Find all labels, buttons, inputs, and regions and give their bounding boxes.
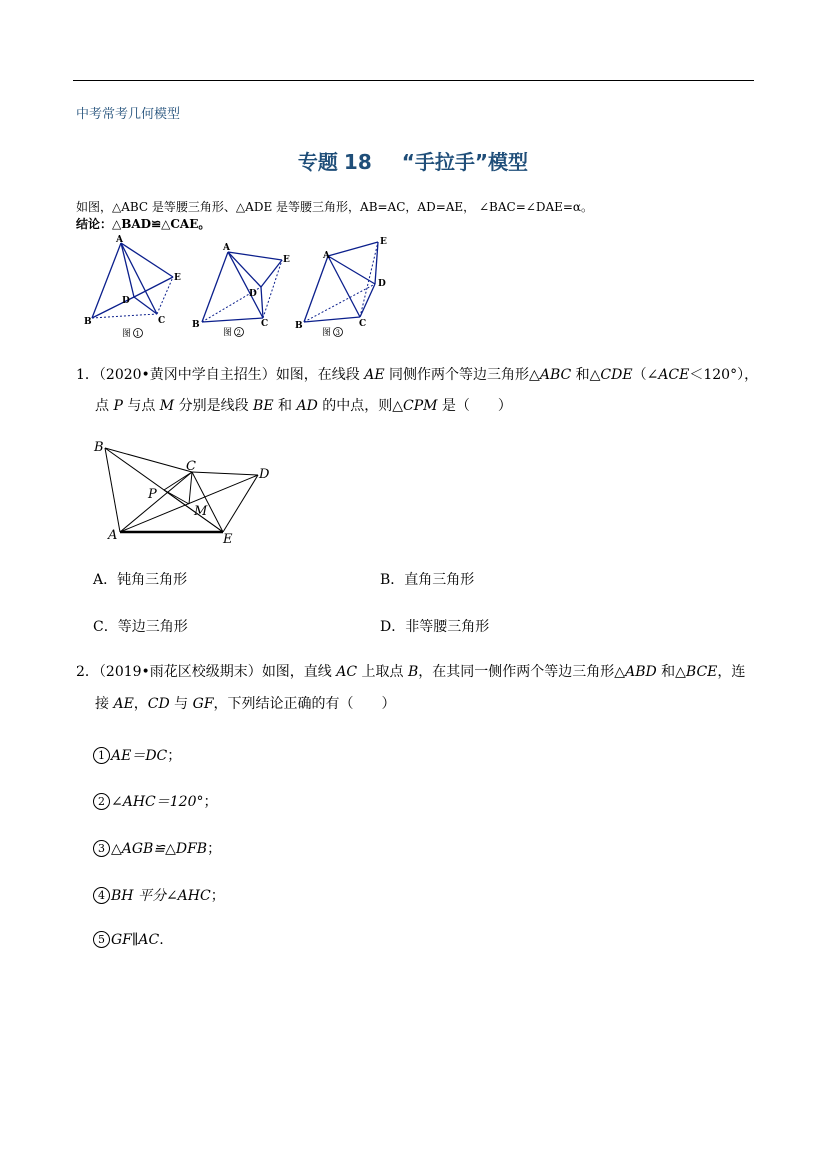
fig2-edge-ae (228, 252, 282, 260)
option-text: 钝角三角形 (117, 572, 188, 588)
q1fig-label-c: C (186, 459, 196, 474)
item-tail: ； (207, 841, 222, 857)
q1fig-label-p: P (148, 487, 157, 502)
fig2-edge-ac (228, 252, 263, 318)
title-name: “手拉手”模型 (401, 150, 529, 174)
q2-item-3 (93, 838, 221, 858)
q2-text: 与 (169, 696, 193, 712)
q2-var: BCE (685, 664, 718, 680)
option-text: 直角三角形 (404, 572, 475, 588)
q1fig-edge-cd (192, 472, 258, 475)
fig2-label-e: E (283, 255, 290, 265)
fig2-edge-de (261, 260, 282, 287)
fig3-caption: 图 (322, 328, 332, 338)
fig2-caption-num: 2 (236, 329, 241, 337)
fig1-edge-cd (134, 297, 157, 314)
option-key: D． (380, 619, 406, 635)
fig1-caption-num: 1 (135, 330, 140, 338)
q1fig-edge-bc (105, 448, 192, 472)
q2-item-2 (93, 791, 217, 811)
q1-text: 分别是线段 (174, 398, 254, 414)
fig1-edge-ae (121, 243, 173, 277)
item-expr: AE＝DC (111, 748, 168, 764)
fig3-caption-num: 3 (335, 329, 340, 337)
q1-source: （2020•黄冈中学自主招生） (98, 367, 276, 383)
fig1-edge-ce (157, 277, 173, 314)
item-tail: . (159, 932, 164, 948)
q2-var: CD (147, 696, 170, 712)
item-expr: GF∥AC (111, 932, 160, 948)
q1fig-label-d: D (259, 467, 270, 482)
circled-number: 4 (93, 887, 110, 904)
fig2-edge-cd (261, 287, 263, 318)
fig1-label-a: A (116, 235, 123, 245)
q2-number: 2． (76, 664, 99, 680)
q1fig-label-m: M (194, 504, 208, 519)
q1fig-edge-de (223, 475, 258, 532)
fig1-label-b: B (84, 317, 92, 327)
fig1-edge-bc (92, 314, 157, 318)
q1fig-label-b: B (94, 440, 104, 455)
page-title (0, 146, 826, 175)
q2-item-1 (93, 745, 181, 765)
question-2-line-1 (76, 657, 745, 687)
item-expr: BH 平分∠AHC (111, 888, 211, 904)
q1fig-edge-cp (164, 472, 192, 490)
fig1-label-c: C (158, 316, 166, 326)
q1fig-edge-ba (105, 448, 120, 532)
fig3-label-e: E (380, 237, 387, 247)
q1-text: 是（ ） (437, 398, 512, 414)
fig2-caption: 图 (223, 328, 233, 338)
q1-text: ＜120°）， (689, 367, 759, 383)
item-tail: ； (210, 888, 225, 904)
figure-3 (292, 232, 396, 342)
q2-var: GF (192, 696, 214, 712)
fig3-label-b: B (295, 321, 303, 331)
q1-option-d (380, 616, 489, 636)
q1-text: 如图，在线段 (275, 367, 365, 383)
q1fig-edge-cm (189, 472, 192, 504)
q2-var: AE (113, 696, 134, 712)
fig3-edge-ae (328, 242, 378, 256)
q2-text: 和△ (656, 664, 686, 680)
q1-option-c (93, 616, 188, 636)
fig3-edge-cd (360, 284, 375, 317)
q1-text: 与点 (122, 398, 160, 414)
circled-number: 1 (93, 747, 110, 764)
q2-source: （2019•雨花区校级期末） (98, 664, 262, 680)
option-text: 非等腰三角形 (405, 619, 490, 635)
q1-var: CDE (600, 367, 633, 383)
option-key: B． (380, 572, 405, 588)
header-rule (73, 80, 754, 81)
question-1-figure (90, 436, 280, 548)
fig2-edge-bc (202, 318, 263, 322)
q1-text: 的中点，则△ (317, 398, 404, 414)
fig1-edge-ab (92, 243, 121, 318)
q1fig-edge-ce (192, 472, 223, 532)
q2-text: ， (133, 696, 148, 712)
q1-option-b (380, 569, 474, 589)
question-1-line-2 (95, 391, 512, 421)
item-expr: ∠AHC＝120° (111, 794, 204, 810)
q2-text: 接 (95, 696, 114, 712)
title-number: 18 (343, 150, 372, 174)
q1-text: （∠ (632, 367, 659, 383)
fig1-edge-ad (121, 243, 134, 297)
question-2-line-2 (95, 689, 396, 719)
question-1-line-1 (76, 360, 758, 390)
q1-var: AE (364, 367, 385, 383)
item-tail: ； (203, 794, 218, 810)
q2-text: 上取点 (357, 664, 408, 680)
item-tail: ； (167, 748, 182, 764)
q1-var: M (159, 398, 175, 414)
intro-conclusion: 结论：△BAD≌△CAE。 (76, 217, 211, 231)
q2-var: ABD (625, 664, 657, 680)
q1-text: 和△ (571, 367, 601, 383)
q1fig-label-e: E (223, 532, 233, 547)
q2-text: ，下列结论正确的有（ ） (213, 696, 396, 712)
q2-var: B (408, 664, 419, 680)
fig3-edge-bd (304, 284, 375, 322)
q1-number: 1． (76, 367, 99, 383)
circled-number: 3 (93, 840, 110, 857)
q2-text: ，在其同一侧作两个等边三角形△ (418, 664, 626, 680)
q1fig-label-a: A (108, 528, 118, 543)
q1-text: 同侧作两个等边三角形△ (384, 367, 540, 383)
fig3-edge-ab (304, 256, 328, 322)
q2-var: AC (336, 664, 358, 680)
q1-var: AD (296, 398, 318, 414)
fig2-edge-ce (263, 260, 282, 318)
fig1-label-d: D (122, 296, 130, 306)
q1-var: ABC (539, 367, 572, 383)
title-topic: 专题 (297, 150, 338, 174)
series-title: 中考常考几何模型 (76, 107, 181, 122)
fig2-label-d: D (249, 289, 257, 299)
item-expr: △AGB≌△DFB (111, 841, 208, 857)
fig3-edge-de (375, 242, 378, 284)
fig2-label-b: B (192, 320, 200, 330)
fig2-label-a: A (223, 243, 230, 253)
fig1-label-e: E (174, 273, 181, 283)
fig1-caption: 图 (122, 329, 132, 339)
fig3-label-c: C (359, 319, 367, 329)
fig2-label-c: C (261, 319, 269, 329)
q1-option-a (93, 569, 187, 589)
figure-1 (82, 232, 186, 342)
q1-var: CPM (403, 398, 438, 414)
q2-item-5 (93, 931, 164, 948)
q1-var: BE (253, 398, 274, 414)
figure-2 (190, 238, 298, 342)
fig2-edge-ab (202, 252, 228, 322)
q1-text: 点 (95, 398, 114, 414)
option-key: A． (93, 572, 118, 588)
q2-text: 如图，直线 (261, 664, 337, 680)
q2-text: ，连 (717, 664, 746, 680)
option-key: C． (93, 619, 118, 635)
q1-var: P (113, 398, 123, 414)
q1-text: 和 (273, 398, 297, 414)
fig3-label-d: D (378, 279, 386, 289)
circled-number: 5 (93, 931, 110, 948)
option-text: 等边三角形 (117, 619, 188, 635)
circled-number: 2 (93, 793, 110, 810)
q1-var: ACE (658, 367, 690, 383)
intro-text: 如图，△ABC 是等腰三角形、△ADE 是等腰三角形，AB=AC，AD=AE， ∠BAC=∠DAE=α。 (76, 200, 594, 214)
fig3-label-a: A (323, 251, 330, 261)
q2-item-4 (93, 885, 225, 905)
